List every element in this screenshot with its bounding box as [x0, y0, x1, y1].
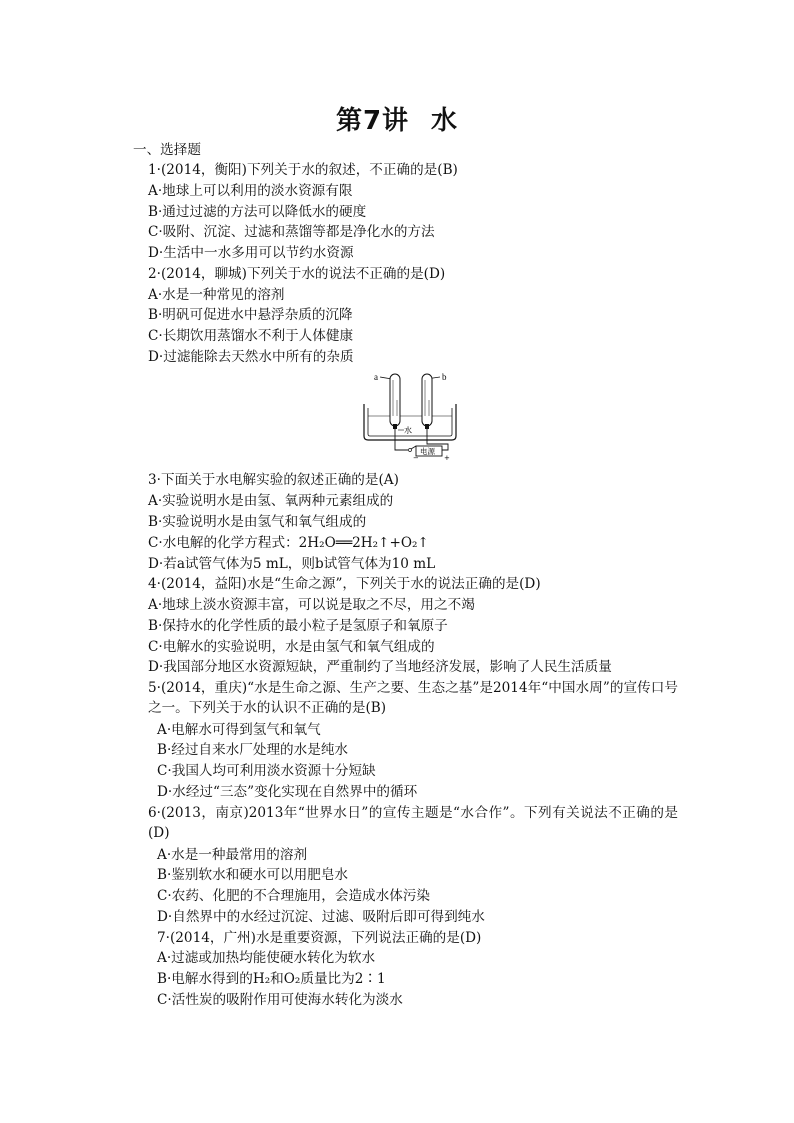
power-source-label: 电源 — [420, 447, 435, 456]
q5-option-a: A·电解水可得到氢气和氧气 — [157, 722, 321, 738]
tube-b-label: b — [442, 372, 447, 382]
q5-option-b: B·经过自来水厂处理的水是纯水 — [157, 742, 349, 758]
q6-option-b: B·鉴别软水和硬水可以用肥皂水 — [157, 867, 349, 883]
power-plus-label: + — [444, 454, 450, 462]
q7-option-b: B·电解水得到的H₂和O₂质量比为2∶1 — [157, 971, 386, 987]
title-sub: 水 — [431, 106, 459, 136]
section-heading: 一、选择题 — [133, 142, 201, 158]
question-4: 4·(2014，益阳)水是“生命之源”，下列关于水的说法正确的是(D) — [148, 576, 541, 592]
q4-option-d: D·我国部分地区水资源短缺，严重制约了当地经济发展，影响了人民生活质量 — [148, 659, 612, 675]
power-minus-label: − — [413, 454, 419, 462]
q1-option-b: B·通过过滤的方法可以降低水的硬度 — [148, 204, 367, 220]
question-3: 3·下面关于水电解实验的叙述正确的是(A) — [148, 472, 399, 488]
question-2: 2·(2014，聊城)下列关于水的说法不正确的是(D) — [148, 266, 446, 282]
q4-option-b: B·保持水的化学性质的最小粒子是氢原子和氧原子 — [148, 618, 448, 634]
water-label: 水 — [404, 426, 412, 435]
q5-option-c: C·我国人均可利用淡水资源十分短缺 — [157, 763, 376, 779]
title-main: 第7讲 — [335, 106, 410, 136]
q2-option-a: A·水是一种常见的溶剂 — [148, 287, 285, 303]
q7-option-c: C·活性炭的吸附作用可使海水转化为淡水 — [157, 992, 403, 1008]
q3-option-a: A·实验说明水是由氢、氧两种元素组成的 — [148, 493, 394, 509]
question-5: 5·(2014，重庆)“水是生命之源、生产之要、生态之基”是2014年“中国水周”的宣传口号之一。下列关于水的认识不正确的是(B) — [148, 680, 678, 716]
q3-option-b: B·实验说明水是由氢气和氧气组成的 — [148, 514, 367, 530]
question-7: 7·(2014，广州)水是重要资源，下列说法正确的是(D) — [157, 930, 482, 946]
q5-option-d: D·水经过“三态”变化实现在自然界中的循环 — [157, 784, 418, 800]
q6-option-d: D·自然界中的水经过沉淀、过滤、吸附后即可得到纯水 — [157, 909, 485, 925]
electrolysis-apparatus-figure — [360, 370, 460, 466]
q1-option-a: A·地球上可以利用的淡水资源有限 — [148, 183, 353, 199]
question-1: 1·(2014，衡阳)下列关于水的叙述，不正确的是(B) — [148, 162, 458, 178]
tube-a-label: a — [374, 372, 378, 382]
q4-option-c: C·电解水的实验说明，水是由氢气和氧气组成的 — [148, 639, 435, 655]
page-title — [0, 100, 794, 137]
q7-option-a: A·过滤或加热均能使硬水转化为软水 — [157, 950, 376, 966]
q4-option-a: A·地球上淡水资源丰富，可以说是取之不尽，用之不竭 — [148, 597, 475, 613]
q3-option-c: C·水电解的化学方程式：2H₂O══2H₂↑+O₂↑ — [148, 535, 429, 551]
q6-option-c: C·农药、化肥的不合理施用，会造成水体污染 — [157, 888, 431, 904]
q3-option-d: D·若a试管气体为5 mL，则b试管气体为10 mL — [148, 556, 436, 572]
question-6: 6·(2013，南京)2013年“世界水日”的宣传主题是“水合作”。下列有关说法不正确的是(D) — [148, 805, 678, 841]
q2-option-c: C·长期饮用蒸馏水不利于人体健康 — [148, 328, 354, 344]
q2-option-b: B·明矾可促进水中悬浮杂质的沉降 — [148, 307, 353, 323]
q2-option-d: D·过滤能除去天然水中所有的杂质 — [148, 349, 354, 365]
q1-option-c: C·吸附、沉淀、过滤和蒸馏等都是净化水的方法 — [148, 224, 435, 240]
q1-option-d: D·生活中一水多用可以节约水资源 — [148, 245, 354, 261]
q6-option-a: A·水是一种最常用的溶剂 — [157, 847, 308, 863]
